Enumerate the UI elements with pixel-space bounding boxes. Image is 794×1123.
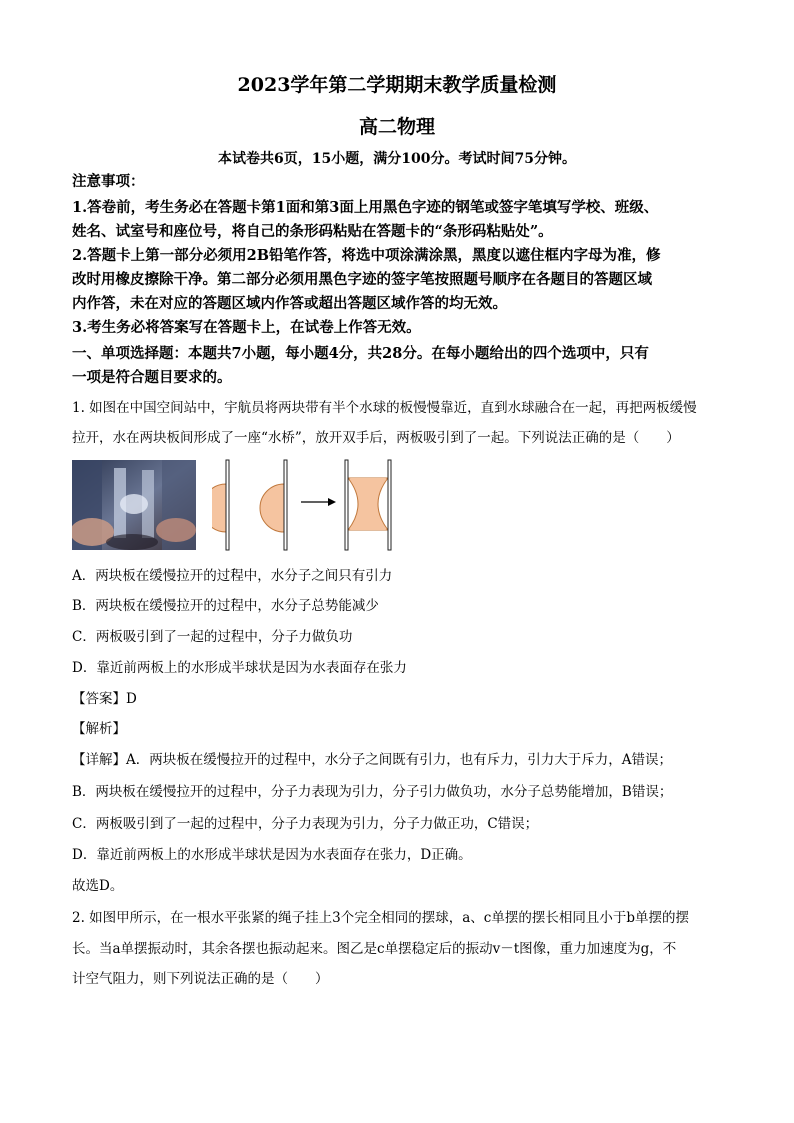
q2-stem-line-1: 2. 如图甲所示，在一根水平张紧的绳子挂上3个完全相同的摆球，a、c单摆的摆长相同且小于b单摆的摆 (72, 910, 690, 926)
q1-detail-1: 【详解】A．两块板在缓慢拉开的过程中，水分子之间既有引力，也有斥力，引力大于斥力，A错误； (72, 752, 672, 768)
section-1-line-2: 一项是符合题目要求的。 (72, 369, 232, 386)
exam-info: 本试卷共6页，15小题，满分100分。考试时间75分钟。 (218, 151, 576, 167)
section-1-line-1: 一、单项选择题：本题共7小题，每小题4分，共28分。在每小题给出的四个选项中，只有 (72, 345, 649, 362)
q1-answer: 【答案】D (72, 691, 137, 707)
q1-stem-line-1: 1. 如图在中国空间站中，宇航员将两块带有半个水球的板慢慢靠近，直到水球融合在一起，再把两板缓慢 (72, 400, 697, 416)
q1-stem-line-2: 拉开，水在两块板间形成了一座“水桥”，放开双手后，两板吸引到了一起。下列说法正确的是（ ） (72, 430, 680, 446)
note-1-line-1: 1.答卷前，考生务必在答题卡第1面和第3面上用黑色字迹的钢笔或签字笔填写学校、班级、 (72, 199, 659, 216)
q1-option-d: D．靠近前两板上的水形成半球状是因为水表面存在张力 (72, 660, 407, 676)
q1-figure (72, 458, 732, 552)
water-bridge-diagram (212, 458, 432, 552)
exam-subject: 高二物理 (358, 116, 435, 138)
q1-option-c: C．两板吸引到了一起的过程中，分子力做负功 (72, 629, 353, 645)
note-2-line-3: 内作答，未在对应的答题区域内作答或超出答题区域作答的均无效。 (72, 295, 507, 312)
q1-option-b: B．两块板在缓慢拉开的过程中，水分子总势能减少 (72, 598, 379, 614)
q1-detail-3: C．两板吸引到了一起的过程中，分子力表现为引力，分子力做正功，C错误； (72, 816, 539, 832)
q1-analysis-heading: 【解析】 (72, 721, 126, 737)
q1-detail-4: D．靠近前两板上的水形成半球状是因为水表面存在张力，D正确。 (72, 847, 472, 863)
note-1-line-2: 姓名、试室号和座位号，将自己的条形码粘贴在答题卡的“条形码粘贴处”。 (72, 223, 553, 240)
q1-detail-2: B．两块板在缓慢拉开的过程中，分子力表现为引力，分子引力做负功，水分子总势能增加，B错误； (72, 784, 673, 800)
q1-detail-5: 故选D。 (72, 878, 124, 894)
q2-stem-line-2: 长。当a单摆振动时，其余各摆也振动起来。图乙是c单摆稳定后的振动v－t图像，重力加速度为g，不 (72, 941, 677, 957)
note-3: 3.考生务必将答案写在答题卡上，在试卷上作答无效。 (72, 319, 421, 336)
q1-option-a: A．两块板在缓慢拉开的过程中，水分子之间只有引力 (72, 568, 393, 584)
q2-stem-line-3: 计空气阻力，则下列说法正确的是（ ） (72, 971, 329, 987)
note-2-line-2: 改时用橡皮擦除干净。第二部分必须用黑色字迹的签字笔按照题号顺序在各题目的答题区域 (72, 271, 652, 288)
note-2-line-1: 2.答题卡上第一部分必须用2B铅笔作答，将选中项涂满涂黑，黑度以遮住框内字母为准，修 (72, 247, 661, 264)
exam-title: 2023学年第二学期期末教学质量检测 (237, 74, 557, 96)
notes-heading: 注意事项： (72, 173, 145, 190)
space-station-photo (72, 460, 196, 550)
